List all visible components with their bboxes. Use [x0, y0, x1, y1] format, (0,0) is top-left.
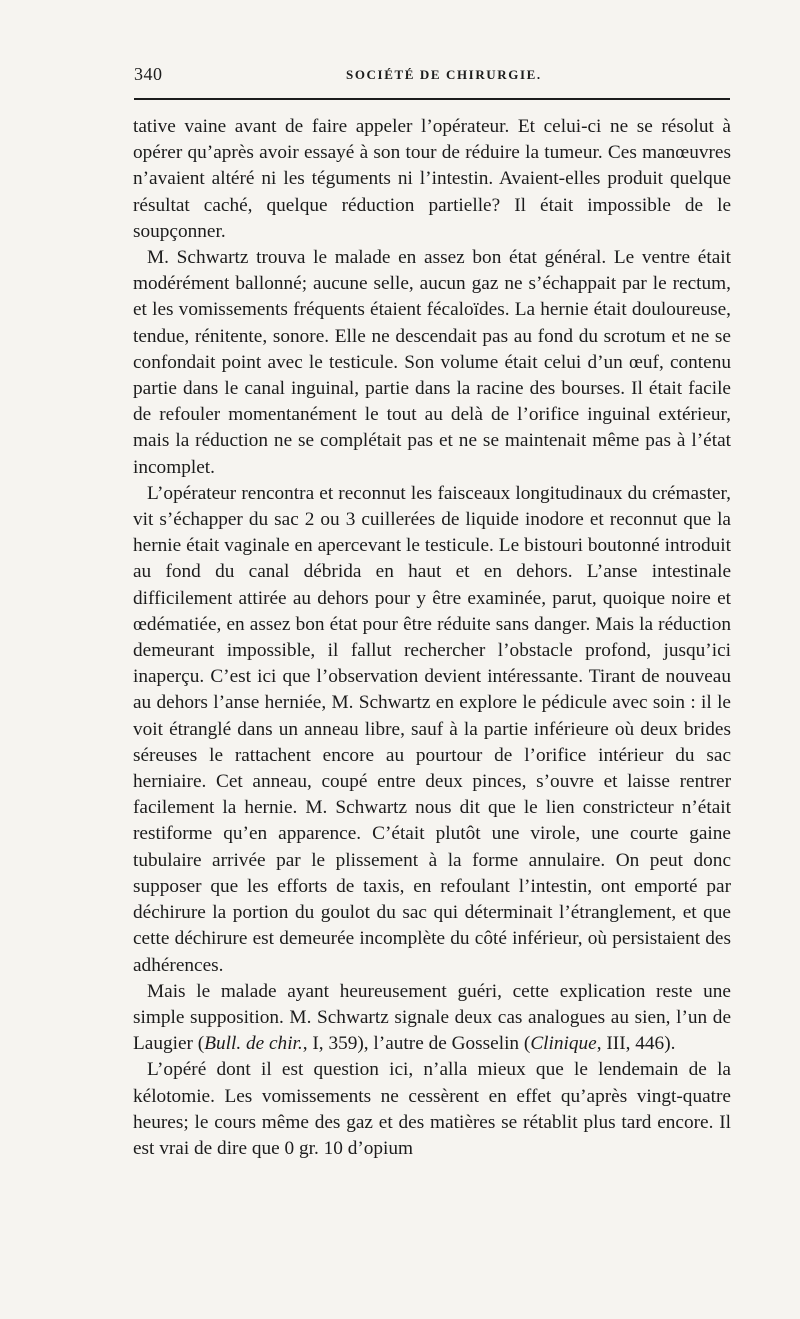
paragraph-operation: L’opérateur rencontra et reconnut les faisceaux longitudinaux du crémaster, vit s’échapper du sac 2 ou 3 cuillerées de liquide inodore et reconnut que la hernie était vaginale en apercevant le testicule. Le bistouri boutonné introduit au fond du canal débrida en haut et en dehors. L’anse intestinale difficilement attirée au dehors pour y être examinée, parut, quoique noire et œdématiée, en assez bon état pour être réduite sans danger. Mais la réduction demeurant impossible, il fallut rechercher l’obstacle profond, jusqu’ici inaperçu. C’est ici que l’observation devient intéressante. Tirant de nouveau au dehors l’anse herniée, M. Schwartz en explore le pédicule avec soin : il le voit étranglé dans un anneau libre, sauf à la partie inférieure où deux brides séreuses le rattachent encore au pourtour de l’orifice intérieur du sac herniaire. Cet anneau, coupé entre deux pinces, s’ouvre et laisse rentrer facilement la hernie. M. Schwartz nous dit que le lien constricteur n’était restiforme qu’en apparence. C’était plutôt une virole, une courte gaine tubulaire arrivée par le plissement à la forme annulaire. On peut donc supposer que les efforts de taxis, en refoulant l’intestin, ont emporté par déchirure la portion du goulot du sac qui déterminait l’étranglement, et que cette déchirure est demeurée incomplète du côté inférieur, où persistaient des adhérences.	[133, 482, 731, 976]
running-head	[134, 64, 730, 86]
body-text	[133, 114, 731, 1162]
paragraph-text: , III, 446).	[596, 1033, 676, 1055]
paragraph-schwartz-examination: M. Schwartz trouva le malade en assez bon état général. Le ventre était modérément ballonné; aucune selle, aucun gaz ne s’échappait par le rectum, et les vomissements fréquents étaient fécaloïdes. La hernie était douloureuse, tendue, rénitente, sonore. Elle ne descendait pas au fond du scrotum et ne se confondait point avec le testicule. Son volume était celui d’un œuf, contenu partie dans le canal inguinal, partie dans la racine des bourses. Il était facile de refouler momentanément le tout au delà de l’orifice inguinal extérieur, mais la réduction ne se complétait pas et ne se maintenait même pas à l’état incomplet.	[133, 247, 731, 478]
paragraph-text: , I, 359), l’autre de Gosselin (	[302, 1033, 531, 1055]
header-rule	[134, 98, 730, 100]
paragraph-continuation: tative vaine avant de faire appeler l’opérateur. Et celui-ci ne se résolut à opérer qu’après avoir essayé à son tour de réduire la tumeur. Ces manœuvres n’avaient altéré ni les téguments ni l’intestin. Avaient-elles produit quelque résultat caché, quelque réduction partielle? Il était impossible de le soupçonner.	[133, 116, 731, 242]
citation-italic: Clinique	[530, 1033, 597, 1055]
running-title: SOCIÉTÉ DE CHIRURGIE.	[346, 67, 542, 82]
citation-italic: Bull. de chir.	[204, 1033, 303, 1055]
paragraph-postoperative: L’opéré dont il est question ici, n’alla mieux que le lendemain de la kélotomie. Les vomissements ne cessèrent en effet qu’après vingt-quatre heures; le cours même des gaz et des matières se rétablit plus tard encore. Il est vrai de dire que 0 gr. 10 d’opium	[133, 1059, 731, 1159]
paragraph-supposition	[133, 979, 731, 1058]
page-number: 340	[134, 64, 163, 84]
paragraph-text: Mais le malade ayant heureusement guéri, cette explication reste une simple supposition. M. Schwartz signale deux cas analogues au sien, l’un de Laugier (	[133, 980, 731, 1055]
